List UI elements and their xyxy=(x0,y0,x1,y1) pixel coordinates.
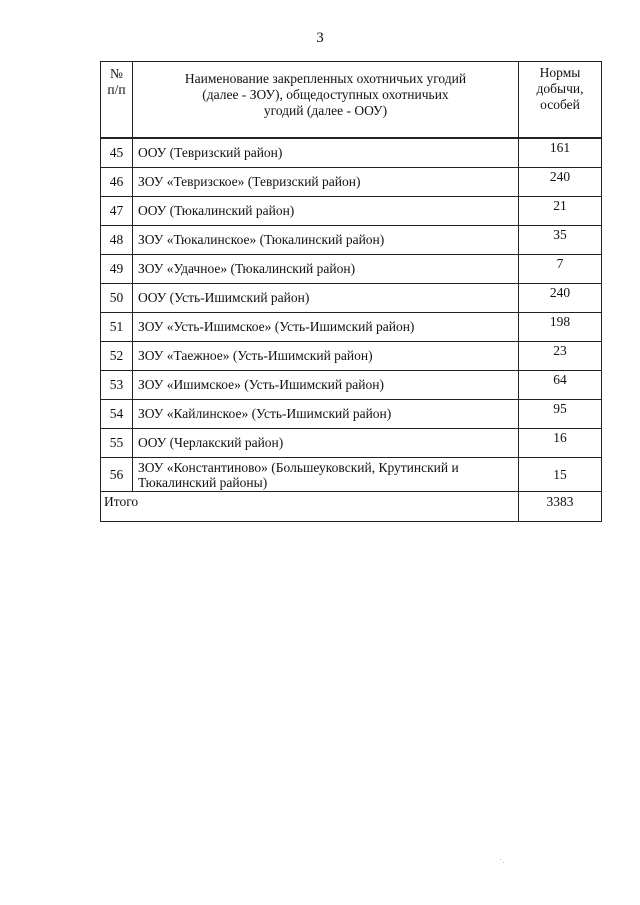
total-label: Итого xyxy=(101,492,519,522)
table-row xyxy=(101,284,602,313)
row-number: 49 xyxy=(101,255,133,284)
row-name: ООУ (Черлакский район) xyxy=(133,429,519,458)
row-name: ООУ (Тевризский район) xyxy=(133,138,519,168)
row-norm: 95 xyxy=(519,400,602,429)
table-header-row xyxy=(101,62,602,139)
header-name-line3: угодий (далее - ООУ) xyxy=(263,103,388,118)
table-row xyxy=(101,313,602,342)
row-norm: 240 xyxy=(519,284,602,313)
total-value: 3383 xyxy=(519,492,602,522)
row-norm: 35 xyxy=(519,226,602,255)
row-name: ЗОУ «Тюкалинское» (Тюкалинский район) xyxy=(133,226,519,255)
row-number: 45 xyxy=(101,138,133,168)
hunting-quota-table xyxy=(100,61,602,522)
row-norm: 16 xyxy=(519,429,602,458)
page-number: 3 xyxy=(316,30,324,46)
row-number: 50 xyxy=(101,284,133,313)
header-norm-line2: добычи, xyxy=(536,81,584,96)
header-number-line2: п/п xyxy=(107,82,126,97)
scan-speck xyxy=(503,862,504,863)
row-number: 52 xyxy=(101,342,133,371)
table-row xyxy=(101,168,602,197)
scan-speck xyxy=(500,859,501,860)
row-norm: 161 xyxy=(519,138,602,168)
row-name: ЗОУ «Кайлинское» (Усть-Ишимский район) xyxy=(133,400,519,429)
table-row xyxy=(101,458,602,492)
row-name-line1: ЗОУ «Константиново» (Большеуковский, Крутинский и xyxy=(138,459,459,475)
row-norm: 198 xyxy=(519,313,602,342)
header-name-line1: Наименование закрепленных охотничьих угодий xyxy=(184,71,467,86)
table-row xyxy=(101,371,602,400)
row-name xyxy=(133,458,519,492)
row-number: 51 xyxy=(101,313,133,342)
row-name: ЗОУ «Усть-Ишимское» (Усть-Ишимский район) xyxy=(133,313,519,342)
row-name: ЗОУ «Удачное» (Тюкалинский район) xyxy=(133,255,519,284)
table-row xyxy=(101,197,602,226)
row-name: ООУ (Усть-Ишимский район) xyxy=(133,284,519,313)
row-name: ЗОУ «Таежное» (Усть-Ишимский район) xyxy=(133,342,519,371)
header-number xyxy=(101,62,133,139)
header-norm-line1: Нормы xyxy=(539,65,581,80)
row-number: 54 xyxy=(101,400,133,429)
table-row xyxy=(101,429,602,458)
header-name-line2: (далее - ЗОУ), общедоступных охотничьих xyxy=(202,87,449,102)
row-name-line2: Тюкалинский районы) xyxy=(138,474,268,490)
table-row xyxy=(101,255,602,284)
table-row xyxy=(101,400,602,429)
table-row xyxy=(101,226,602,255)
total-row xyxy=(101,492,602,522)
row-number: 56 xyxy=(101,458,133,492)
header-norm xyxy=(519,62,602,139)
row-number: 46 xyxy=(101,168,133,197)
row-norm: 21 xyxy=(519,197,602,226)
row-name: ЗОУ «Ишимское» (Усть-Ишимский район) xyxy=(133,371,519,400)
row-name: ООУ (Тюкалинский район) xyxy=(133,197,519,226)
row-norm: 23 xyxy=(519,342,602,371)
row-number: 47 xyxy=(101,197,133,226)
row-number: 53 xyxy=(101,371,133,400)
row-norm: 7 xyxy=(519,255,602,284)
row-norm: 15 xyxy=(519,458,602,492)
table-row xyxy=(101,138,602,168)
row-number: 55 xyxy=(101,429,133,458)
table-row xyxy=(101,342,602,371)
header-norm-line3: особей xyxy=(540,97,580,112)
row-name: ЗОУ «Тевризское» (Тевризский район) xyxy=(133,168,519,197)
header-number-line1: № xyxy=(110,66,123,81)
row-norm: 64 xyxy=(519,371,602,400)
row-number: 48 xyxy=(101,226,133,255)
header-name xyxy=(133,62,519,139)
row-norm: 240 xyxy=(519,168,602,197)
